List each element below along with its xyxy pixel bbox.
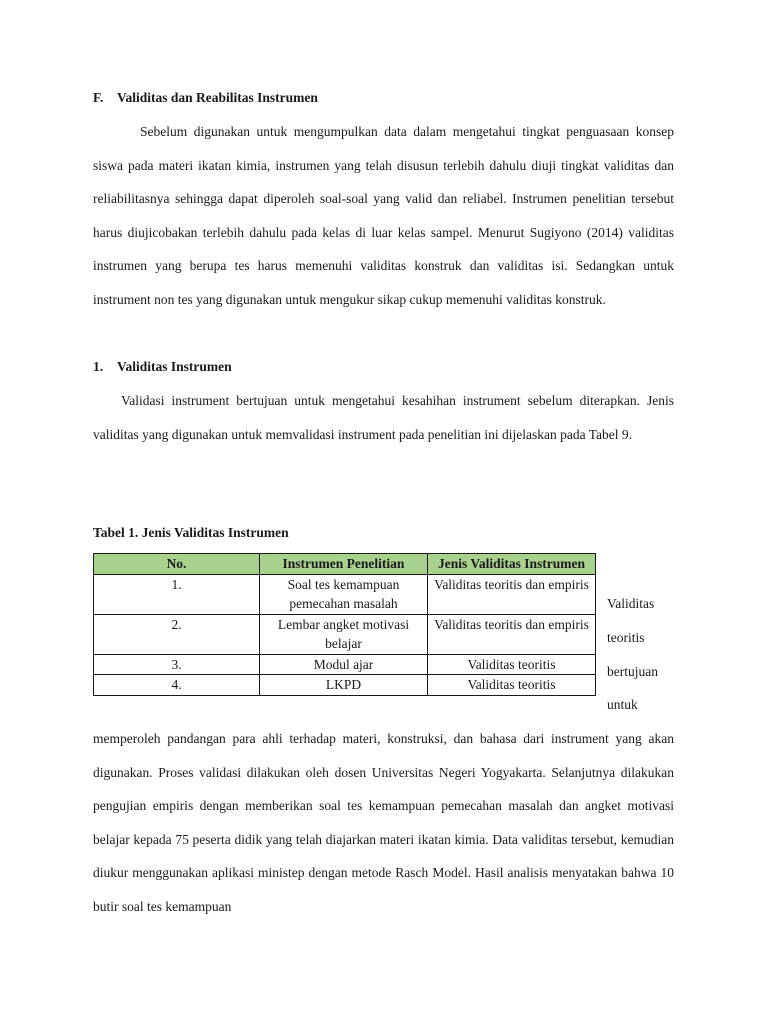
cell-validity-type: Validitas teoritis dan empiris xyxy=(428,574,596,614)
subsection-heading xyxy=(93,359,232,375)
cell-no: 3. xyxy=(94,654,260,675)
cell-no: 2. xyxy=(94,614,260,654)
table-row xyxy=(94,675,596,696)
cell-no: 4. xyxy=(94,675,260,696)
header-instrument: Instrumen Penelitian xyxy=(260,554,428,575)
wrapped-text-word: untuk xyxy=(607,697,638,712)
table-row xyxy=(94,614,596,654)
section-title: Validitas dan Reabilitas Instrumen xyxy=(117,90,318,105)
cell-validity-type: Validitas teoritis xyxy=(428,654,596,675)
validasi-paragraph: Validasi instrument bertujuan untuk mengetahui kesahihan instrument sebelum diterapkan. Jenis validitas yang digunakan untuk memvalidasi instrument pada penelitian ini dijelaskan pada Tabel 9. xyxy=(93,393,674,442)
section-number: F. xyxy=(93,90,104,105)
table-row xyxy=(94,654,596,675)
header-validity-type: Jenis Validitas Instrumen xyxy=(428,554,596,575)
cell-instrument: Soal tes kemampuan pemecahan masalah xyxy=(260,574,428,614)
table-row xyxy=(94,574,596,614)
cell-no: 1. xyxy=(94,574,260,614)
subsection-title: Validitas Instrumen xyxy=(117,359,232,374)
cell-instrument: LKPD xyxy=(260,675,428,696)
validity-table xyxy=(93,553,596,696)
wrapped-text-word: Validitas xyxy=(607,596,655,611)
table-caption: Tabel 1. Jenis Validitas Instrumen xyxy=(93,525,289,540)
subsection-number: 1. xyxy=(93,359,104,374)
wrapped-text-word: teoritis xyxy=(607,630,645,645)
section-heading xyxy=(93,90,318,106)
cell-validity-type: Validitas teoritis xyxy=(428,675,596,696)
closing-paragraph: memperoleh pandangan para ahli terhadap materi, konstruksi, dan bahasa dari instrument yang akan digunakan. Proses validasi dilakukan oleh dosen Universitas Negeri Yogyakarta. Selanjutnya dilakukan pengujian empiris dengan memberikan soal tes kemampuan pemecahan masalah dan angket motivasi belajar kepada 75 peserta didik yang telah diajarkan materi ikatan kimia. Data validitas tersebut, kemudian diukur menggunakan aplikasi ministep dengan metode Rasch Model. Hasil analisis menyatakan bahwa 10 butir soal tes kemampuan xyxy=(93,731,674,914)
header-no: No. xyxy=(94,554,260,575)
intro-paragraph: Sebelum digunakan untuk mengumpulkan data dalam mengetahui tingkat penguasaan konsep siswa pada materi ikatan kimia, instrumen yang telah disusun terlebih dahulu diuji tingkat validitas dan reliabilitasnya sehingga dapat diperoleh soal-soal yang valid dan reliabel. Instrumen penelitian tersebut harus diujicobakan terlebih dahulu pada kelas di luar kelas sampel. Menurut Sugiyono (2014) validitas instrumen yang berupa tes harus memenuhi validitas konstruk dan validitas isi. Sedangkan untuk instrument non tes yang digunakan untuk mengukur sikap cukup memenuhi validitas konstruk. xyxy=(93,124,674,307)
cell-validity-type: Validitas teoritis dan empiris xyxy=(428,614,596,654)
cell-instrument: Lembar angket motivasi belajar xyxy=(260,614,428,654)
wrapped-text-word: bertujuan xyxy=(607,664,658,679)
cell-instrument: Modul ajar xyxy=(260,654,428,675)
table-header-row xyxy=(94,554,596,575)
